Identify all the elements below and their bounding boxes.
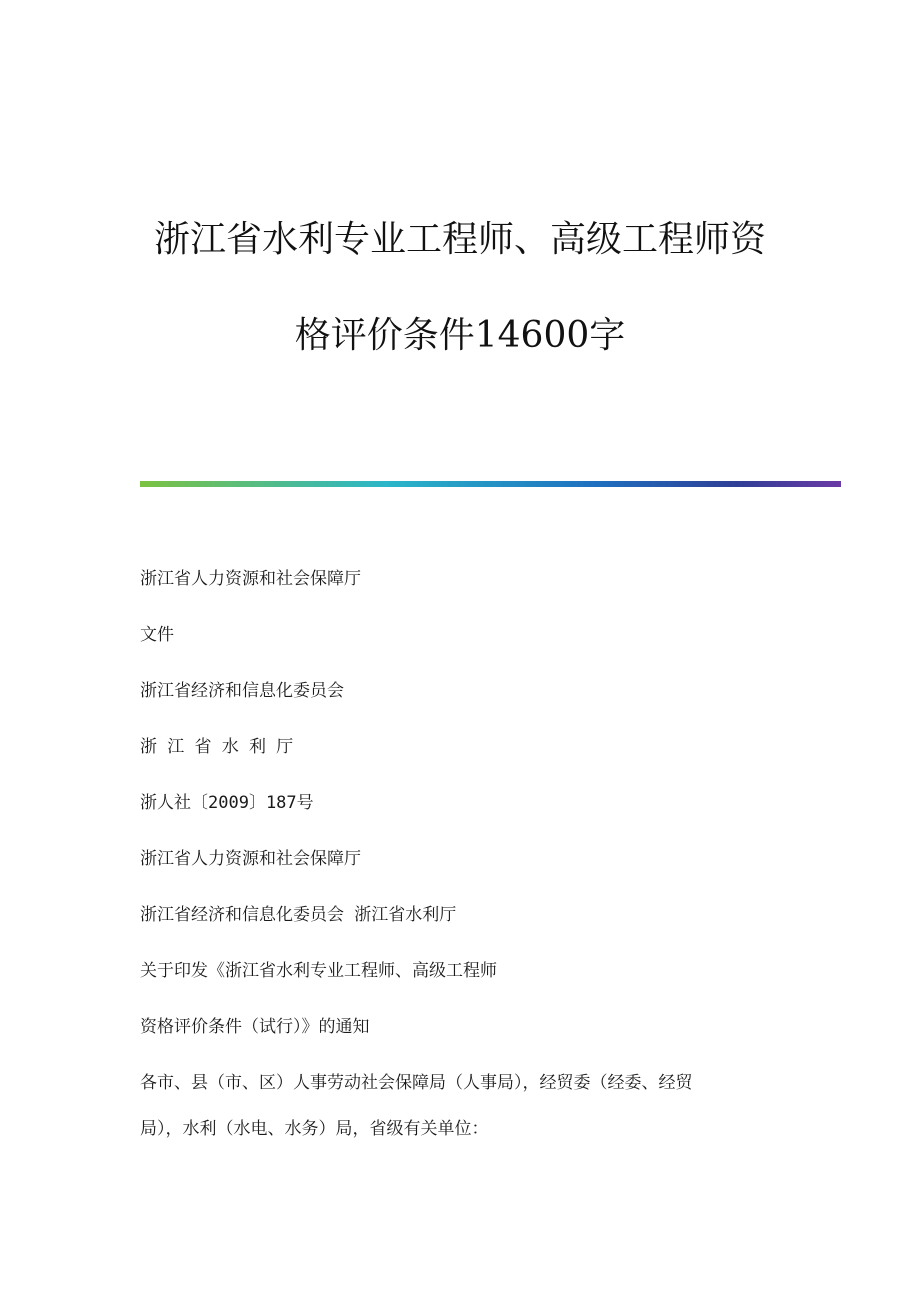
body-line-notice-title-1: 关于印发《浙江省水利专业工程师、高级工程师 <box>140 961 497 981</box>
document-title-line-1: 浙江省水利专业工程师、高级工程师资 <box>153 219 766 260</box>
body-line-issuer-2: 浙江省经济和信息化委员会 <box>140 681 344 701</box>
body-line-issuer-4: 浙江省人力资源和社会保障厅 <box>140 849 361 869</box>
gradient-divider <box>140 481 841 487</box>
body-line-issuer-1: 浙江省人力资源和社会保障厅 <box>140 569 361 589</box>
body-line-recipients-2: 局），水利（水电、水务）局，省级有关单位： <box>140 1119 489 1139</box>
body-line-notice-title-2: 资格评价条件（试行）》的通知 <box>140 1017 370 1037</box>
body-line-document-number: 浙人社〔2009〕187号 <box>140 793 314 813</box>
body-line-issuer-5: 浙江省经济和信息化委员会 浙江省水利厅 <box>140 905 457 925</box>
body-line-document-label: 文件 <box>140 625 174 645</box>
body-line-recipients-1: 各市、县（市、区）人事劳动社会保障局（人事局），经贸委（经委、经贸 <box>140 1073 693 1093</box>
document-title-line-2: 格评价条件14600字 <box>294 315 626 356</box>
body-line-issuer-3: 浙 江 省 水 利 厅 <box>140 737 294 757</box>
